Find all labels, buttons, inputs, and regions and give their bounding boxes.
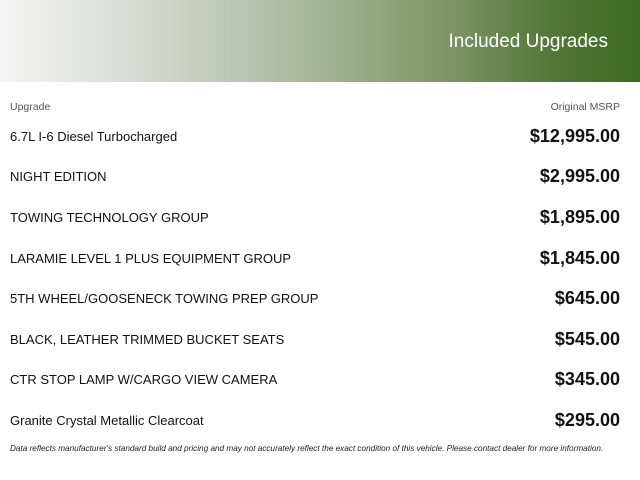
upgrade-name: Granite Crystal Metallic Clearcoat bbox=[10, 412, 204, 428]
upgrade-name: TOWING TECHNOLOGY GROUP bbox=[10, 209, 209, 225]
upgrade-price: $12,995.00 bbox=[529, 125, 620, 146]
column-headers bbox=[10, 100, 620, 114]
page-title: Included Upgrades bbox=[448, 31, 608, 52]
upgrade-row bbox=[10, 157, 620, 198]
upgrade-row bbox=[10, 197, 620, 238]
upgrade-price: $545.00 bbox=[554, 328, 620, 349]
upgrade-price: $345.00 bbox=[554, 369, 620, 390]
upgrade-row bbox=[10, 360, 620, 401]
upgrade-row bbox=[10, 116, 620, 157]
upgrade-price: $295.00 bbox=[554, 409, 620, 430]
column-header-msrp: Original MSRP bbox=[550, 101, 620, 113]
upgrade-name: NIGHT EDITION bbox=[10, 169, 107, 185]
column-header-upgrade: Upgrade bbox=[10, 101, 51, 113]
upgrade-price: $2,995.00 bbox=[539, 166, 620, 187]
upgrade-price: $645.00 bbox=[554, 288, 620, 309]
upgrade-name: 5TH WHEEL/GOOSENECK TOWING PREP GROUP bbox=[10, 291, 319, 307]
upgrade-name: LARAMIE LEVEL 1 PLUS EQUIPMENT GROUP bbox=[10, 250, 292, 266]
upgrade-name: BLACK, LEATHER TRIMMED BUCKET SEATS bbox=[10, 331, 285, 347]
upgrade-name: 6.7L I-6 Diesel Turbocharged bbox=[10, 128, 178, 144]
upgrade-row bbox=[10, 238, 620, 279]
disclaimer-text: Data reflects manufacturer's standard build and pricing and may not accurately reflect the exact condition of this vehicle. Please contact dealer for more information. bbox=[10, 444, 604, 453]
upgrade-price: $1,895.00 bbox=[539, 206, 620, 227]
upgrade-price: $1,845.00 bbox=[539, 247, 620, 268]
upgrade-list bbox=[10, 116, 620, 441]
upgrade-row bbox=[10, 400, 620, 441]
header-banner bbox=[0, 0, 640, 82]
upgrade-row bbox=[10, 278, 620, 319]
upgrade-row bbox=[10, 319, 620, 360]
upgrade-name: CTR STOP LAMP W/CARGO VIEW CAMERA bbox=[10, 372, 278, 388]
